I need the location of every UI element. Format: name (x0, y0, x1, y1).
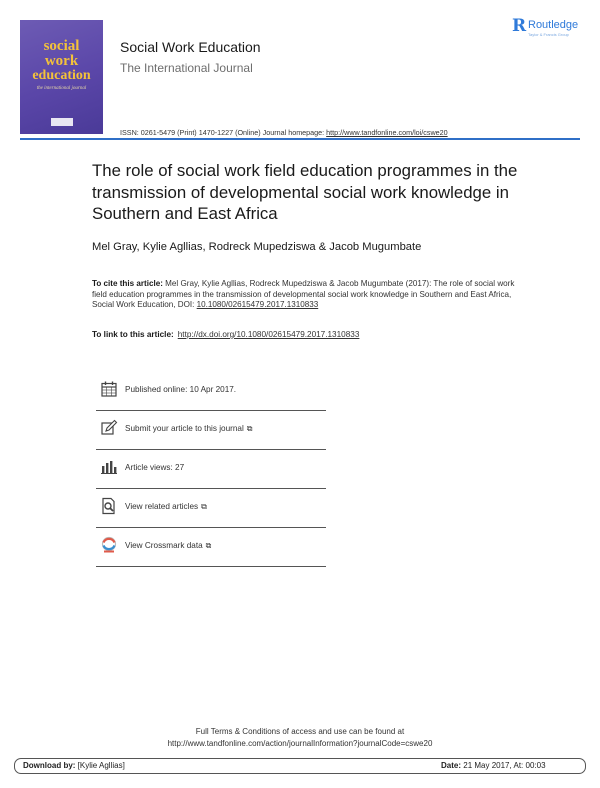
cover-publisher-mark (51, 118, 73, 126)
crossmark-label: View Crossmark data (125, 541, 203, 550)
header-divider (20, 138, 580, 140)
download-date (441, 761, 546, 770)
terms-note: Full Terms & Conditions of access and use can be found at (195, 727, 405, 736)
download-by-label: Download by: (23, 761, 76, 770)
article-link-block (92, 330, 359, 339)
external-link-icon: ⧉ (246, 424, 253, 433)
journal-homepage-link[interactable]: http://www.tandfonline.com/loi/cswe20 (326, 128, 448, 137)
search-document-icon (100, 497, 118, 515)
external-link-icon: ⧉ (205, 541, 212, 550)
published-online-row (96, 372, 326, 411)
cover-line-3: education (32, 68, 91, 83)
submit-article-link[interactable] (125, 424, 253, 434)
citation-text: Mel Gray, Kylie Agllias, Rodreck Mupedziswa & Jacob Mugumbate (2017): The role of social work field education programmes in the transmission of developmental social work knowledge in Southern and East Africa, Social Work Education, DOI: (92, 279, 515, 310)
article-link-label: To link to this article: (92, 330, 174, 339)
related-articles-label: View related articles (125, 502, 199, 511)
cover-tagline: the international journal (36, 86, 87, 91)
routledge-logo-icon: R (512, 16, 527, 36)
pencil-icon (100, 419, 118, 437)
journal-subtitle: The International Journal (120, 61, 253, 75)
article-views-row (96, 450, 326, 489)
download-date-value: 21 May 2017, At: 00:03 (461, 761, 546, 770)
publisher-tagline: Taylor & Francis Group (528, 32, 569, 37)
issn-text: ISSN: 0261-5479 (Print) 1470-1227 (Online) Journal homepage: (120, 128, 327, 137)
download-info-bar (14, 758, 586, 774)
article-views-label: Article views: 27 (125, 463, 185, 472)
submit-article-row[interactable] (96, 411, 326, 450)
download-by (23, 761, 125, 770)
citation-label: To cite this article: (92, 279, 163, 288)
article-title: The role of social work field education programmes in the transmission of developmental social work knowledge in Southern and East Africa (92, 161, 518, 223)
crossmark-link[interactable] (125, 541, 211, 551)
article-authors: Mel Gray, Kylie Agllias, Rodreck Mupedziswa & Jacob Mugumbate (92, 241, 422, 253)
cover-line-2: work (44, 53, 79, 69)
citation-doi-link[interactable]: 10.1080/02615479.2017.1310833 (196, 300, 319, 310)
journal-title: Social Work Education (120, 39, 261, 55)
terms-link[interactable]: http://www.tandfonline.com/action/journalInformation?journalCode=cswe20 (167, 739, 433, 748)
article-doi-link[interactable]: http://dx.doi.org/10.1080/02615479.2017.1310833 (177, 330, 360, 339)
routledge-logo (512, 17, 592, 41)
citation-block (92, 279, 522, 311)
issn-line (120, 128, 448, 137)
download-date-label: Date: (441, 761, 462, 770)
download-user: [Kylie Agllias] (75, 761, 125, 770)
related-articles-row[interactable] (96, 489, 326, 528)
submit-article-label: Submit your article to this journal (125, 424, 244, 433)
published-online-label: Published online: 10 Apr 2017. (125, 385, 237, 394)
journal-cover-image (20, 20, 103, 134)
publisher-name: Routledge (528, 19, 579, 31)
related-articles-link[interactable] (125, 502, 207, 512)
crossmark-icon (100, 536, 118, 554)
bar-chart-icon (100, 458, 118, 476)
calendar-icon (100, 380, 118, 398)
cover-line-1: social (43, 38, 80, 54)
crossmark-row[interactable] (96, 528, 326, 567)
external-link-icon: ⧉ (201, 502, 207, 511)
